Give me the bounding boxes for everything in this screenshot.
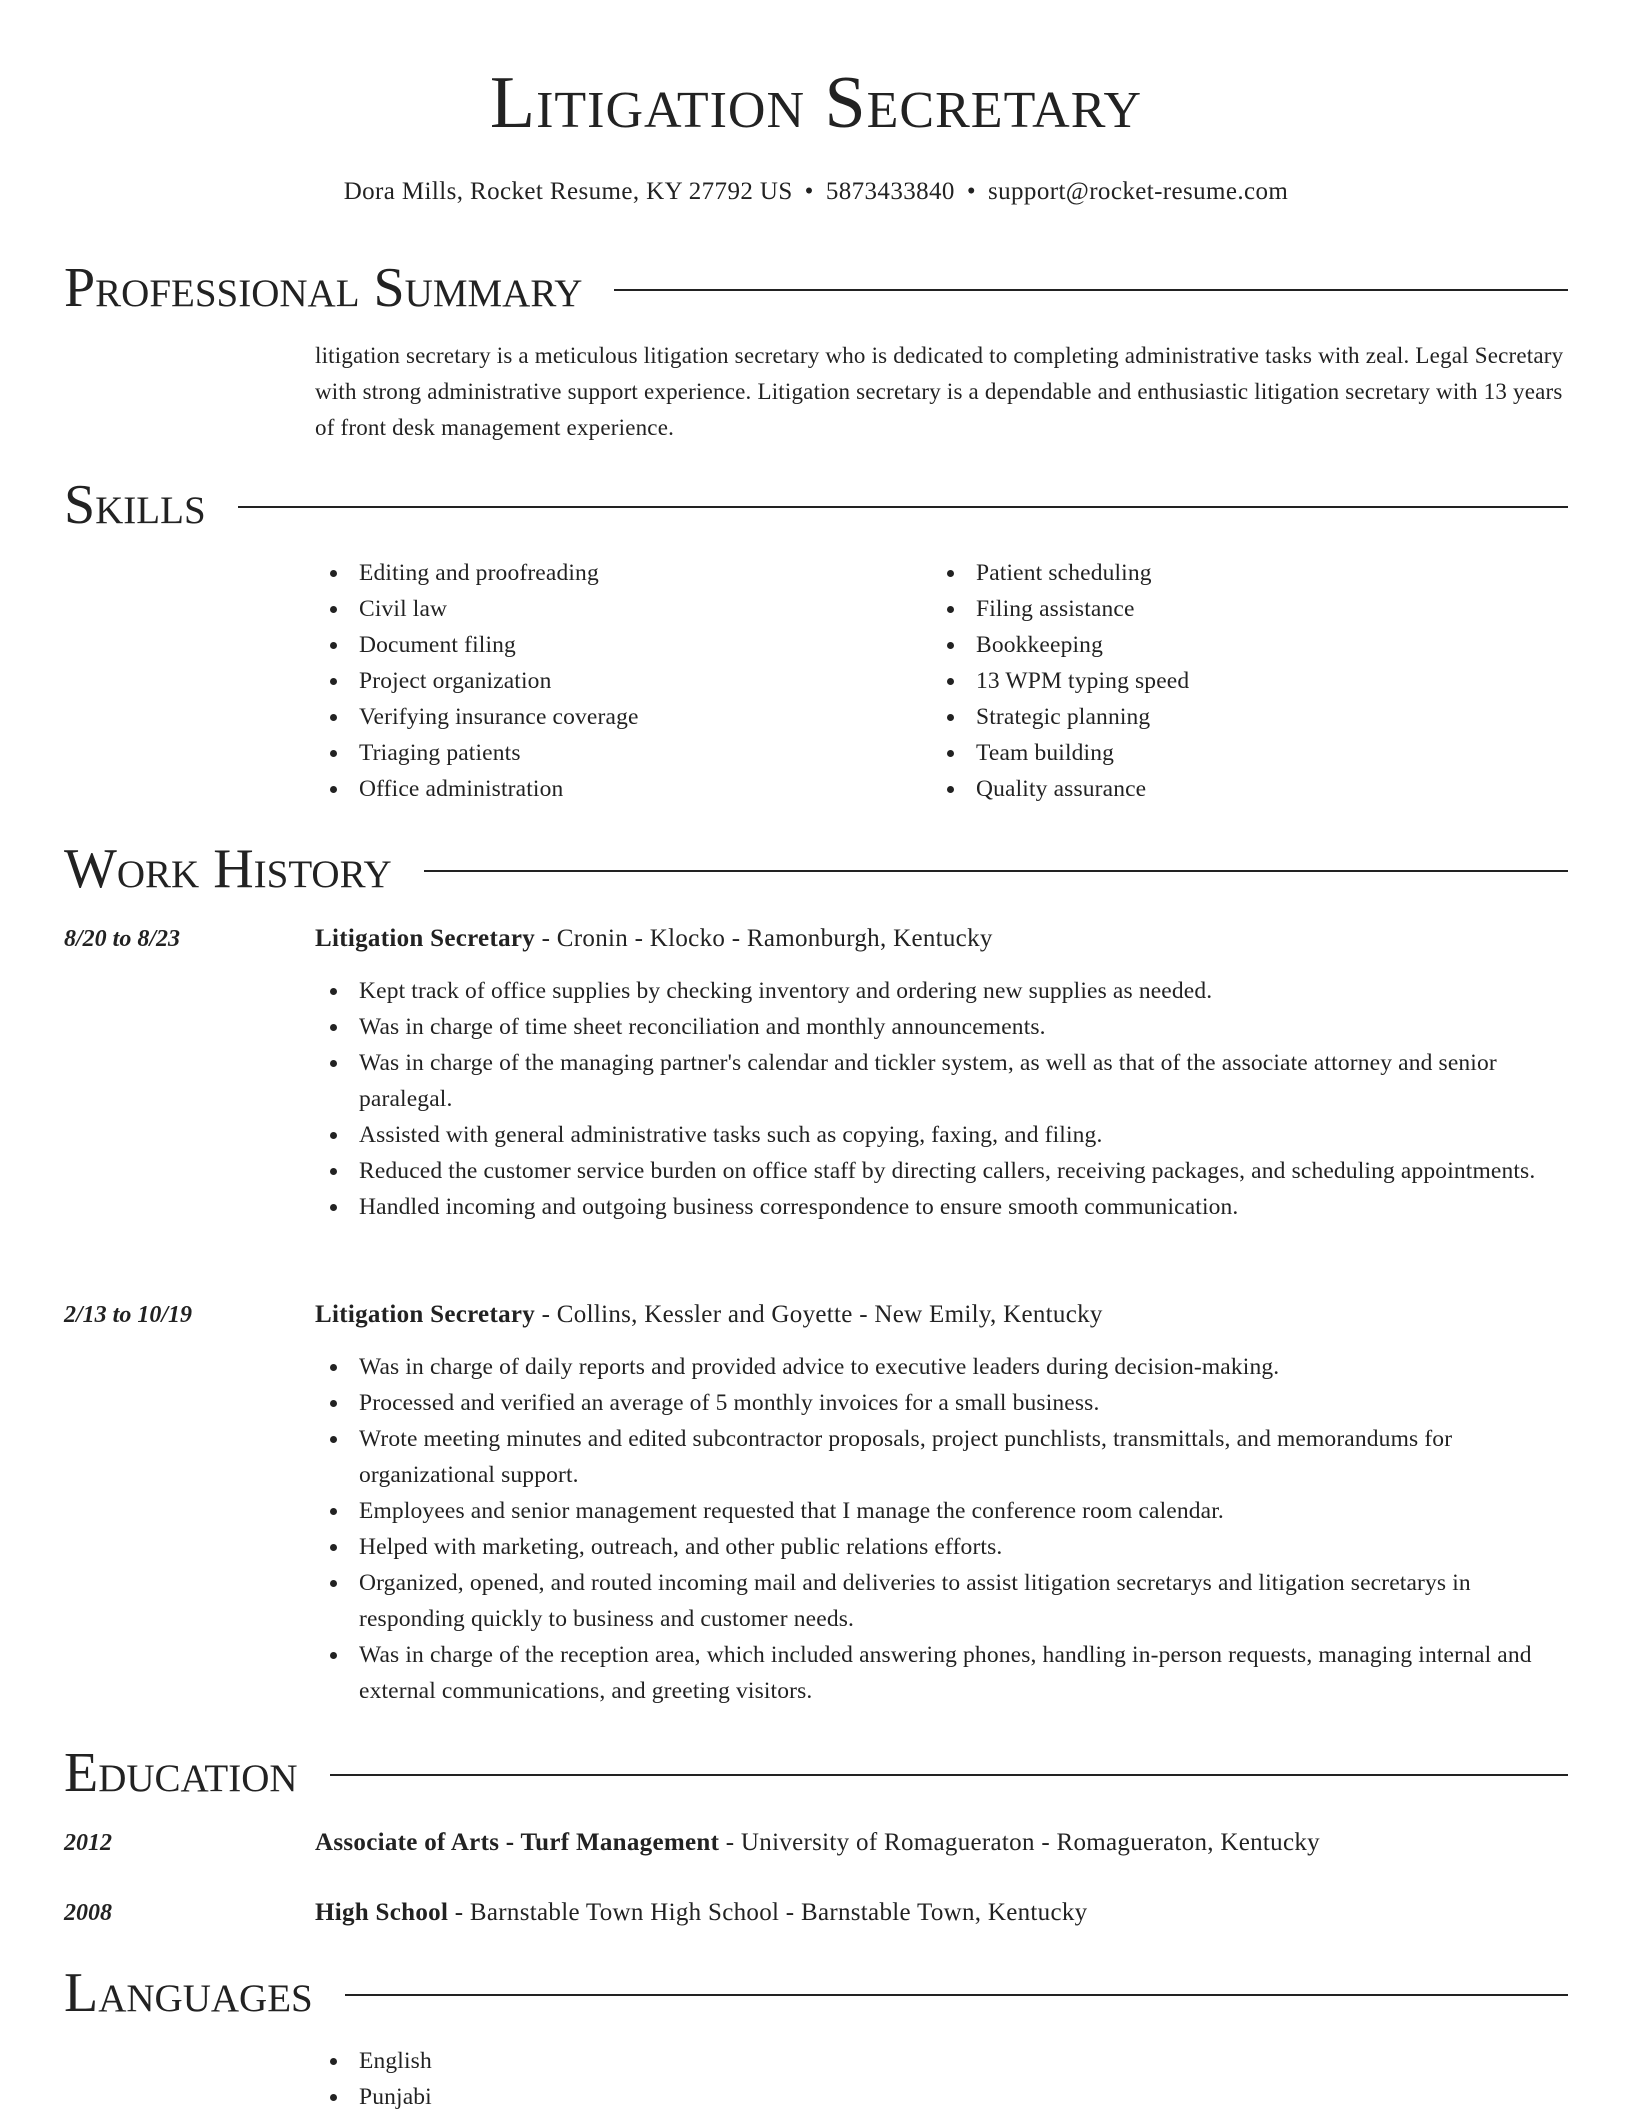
contact-email: support@rocket-resume.com	[987, 178, 1289, 205]
skill-item: Verifying insurance coverage	[315, 699, 915, 735]
job-duty: Wrote meeting minutes and edited subcontractor proposals, project punchlists, transmittals, and memorandums for organizational support.	[315, 1421, 1568, 1493]
education-school: - University of Romagueraton - Romagueraton, Kentucky	[719, 1829, 1320, 1856]
section-divider	[424, 870, 1568, 872]
job-heading	[315, 921, 1568, 957]
section-header-summary	[64, 253, 1568, 323]
education-degree: Associate of Arts - Turf Management	[315, 1829, 720, 1856]
section-divider	[330, 1774, 1568, 1776]
skill-item: Strategic planning	[932, 699, 1532, 735]
education-entry	[315, 1895, 1568, 1931]
job-dates: 8/20 to 8/23	[64, 926, 181, 952]
job-title: Litigation Secretary	[315, 1301, 536, 1328]
education-degree: High School	[315, 1899, 449, 1926]
job-duty: Was in charge of time sheet reconciliation and monthly announcements.	[315, 1009, 1568, 1045]
skill-item: Team building	[932, 735, 1532, 771]
language-item: English	[315, 2043, 1568, 2079]
section-header-languages	[64, 1958, 1568, 2028]
contact-phone: 5873433840	[825, 178, 955, 205]
job-duty: Handled incoming and outgoing business correspondence to ensure smooth communication.	[315, 1189, 1568, 1225]
skill-item: Triaging patients	[315, 735, 915, 771]
job-duty: Helped with marketing, outreach, and other public relations efforts.	[315, 1529, 1568, 1565]
skill-item: Office administration	[315, 771, 915, 807]
job-duty: Organized, opened, and routed incoming mail and deliveries to assist litigation secretarys and litigation secretarys in responding quickly to business and customer needs.	[315, 1565, 1568, 1637]
candidate-title: Litigation Secretary	[489, 62, 1143, 144]
skill-item: Quality assurance	[932, 771, 1532, 807]
job-duty: Processed and verified an average of 5 monthly invoices for a small business.	[315, 1385, 1568, 1421]
section-title: Work History	[64, 838, 392, 900]
job-duty: Reduced the customer service burden on office staff by directing callers, receiving packages, and scheduling appointments.	[315, 1153, 1568, 1189]
skill-item: Document filing	[315, 627, 915, 663]
skill-item: Project organization	[315, 663, 915, 699]
job-dates: 2/13 to 10/19	[64, 1302, 193, 1328]
job-duty: Was in charge of the reception area, which included answering phones, handling in-person requests, managing internal and external communications, and greeting visitors.	[315, 1637, 1568, 1709]
education-year: 2012	[64, 1830, 112, 1856]
job-employer: - Cronin - Klocko - Ramonburgh, Kentucky	[535, 925, 993, 952]
section-title: Professional Summary	[64, 257, 583, 319]
skills-list-left	[315, 555, 915, 807]
job-duty: Was in charge of the managing partner's calendar and tickler system, as well as that of the associate attorney and senior paralegal.	[315, 1045, 1568, 1117]
section-header-skills	[64, 470, 1568, 540]
skill-item: 13 WPM typing speed	[932, 663, 1532, 699]
job-duty: Assisted with general administrative tasks such as copying, faxing, and filing.	[315, 1117, 1568, 1153]
section-divider	[345, 1994, 1568, 1996]
section-header-work	[64, 834, 1568, 904]
job-duties-list	[315, 1349, 1568, 1709]
section-title: Languages	[64, 1962, 313, 2024]
job-employer: - Collins, Kessler and Goyette - New Emily, Kentucky	[535, 1301, 1103, 1328]
job-duty: Employees and senior management requested that I manage the conference room calendar.	[315, 1493, 1568, 1529]
section-header-education	[64, 1738, 1568, 1808]
summary-text: litigation secretary is a meticulous litigation secretary who is dedicated to completing administrative tasks with zeal. Legal Secretary with strong administrative support experience. Litigation secretary is a dependable and enthusiastic litigation secretary with 13 years of front desk management experience.	[315, 343, 1564, 440]
job-duty: Was in charge of daily reports and provided advice to executive leaders during decision-making.	[315, 1349, 1568, 1385]
job-duties-list	[315, 973, 1568, 1225]
section-divider	[614, 289, 1568, 291]
section-title: Education	[64, 1742, 298, 1804]
language-item: Punjabi	[315, 2079, 1568, 2115]
education-school: - Barnstable Town High School - Barnstable Town, Kentucky	[448, 1899, 1088, 1926]
job-heading	[315, 1297, 1568, 1333]
contact-separator: •	[966, 178, 976, 205]
contact-line	[0, 175, 1632, 209]
skill-item: Patient scheduling	[932, 555, 1532, 591]
skill-item: Editing and proofreading	[315, 555, 915, 591]
skill-item: Civil law	[315, 591, 915, 627]
job-title: Litigation Secretary	[315, 925, 536, 952]
education-entry	[315, 1825, 1568, 1861]
contact-separator: •	[804, 178, 814, 205]
education-year: 2008	[64, 1900, 112, 1926]
contact-address: Dora Mills, Rocket Resume, KY 27792 US	[343, 178, 793, 205]
skill-item: Bookkeeping	[932, 627, 1532, 663]
skill-item: Filing assistance	[932, 591, 1532, 627]
section-divider	[238, 506, 1568, 508]
section-title: Skills	[64, 474, 206, 536]
job-duty: Kept track of office supplies by checking inventory and ordering new supplies as needed.	[315, 973, 1568, 1009]
skills-list-right	[932, 555, 1532, 807]
languages-list	[315, 2043, 1568, 2115]
